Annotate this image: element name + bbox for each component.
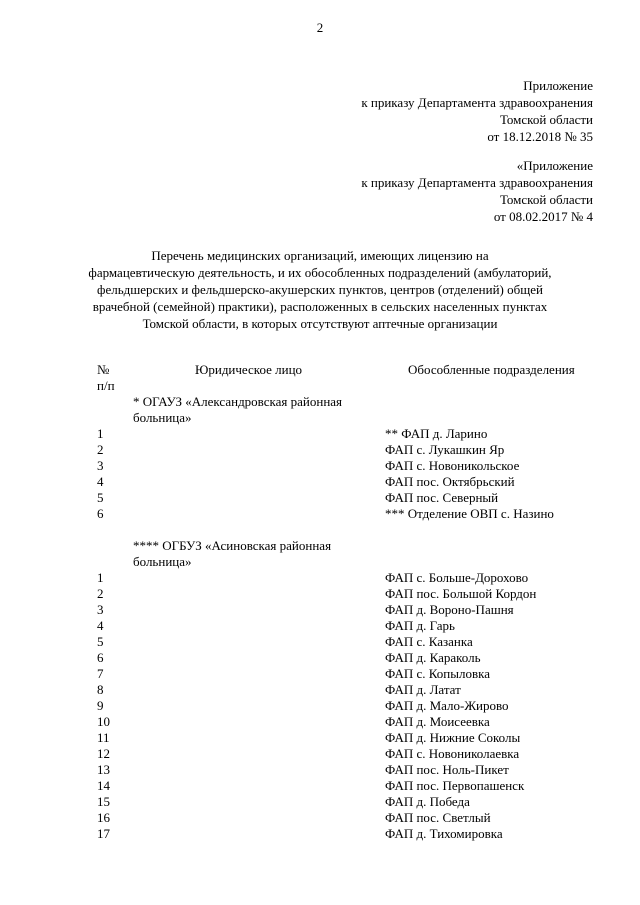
title-line4: врачебной (семейной) практики), расположенных в сельских населенных пунктах	[92, 299, 548, 314]
org-name-line1: **** ОГБУЗ «Асиновская районная	[133, 538, 332, 553]
subdivision-name: ФАП д. Караколь	[385, 650, 481, 665]
row-number: 10	[97, 714, 110, 729]
title-line2: фармацевтическую деятельность, и их обособленных подразделений (амбулаторий,	[88, 265, 552, 280]
subdivision-name: ФАП д. Мало-Жирово	[385, 698, 509, 713]
subdivision-name: ФАП с. Новониколаевка	[385, 746, 520, 761]
appendix1-line2: к приказу Департамента здравоохранения	[361, 95, 593, 110]
org-name-line2: больница»	[133, 410, 192, 425]
appendix2-line1: «Приложение	[516, 158, 593, 173]
row-number: 5	[97, 634, 104, 649]
subdivision-name: ФАП с. Новоникольское	[385, 458, 520, 473]
row-number: 5	[97, 490, 104, 505]
header-num: №	[97, 362, 110, 377]
row-number: 7	[97, 666, 104, 681]
subdivision-name: ФАП с. Копыловка	[385, 666, 490, 681]
row-number: 4	[97, 618, 104, 633]
header-num-pp: п/п	[97, 378, 115, 393]
subdivision-name: ФАП д. Вороно-Пашня	[385, 602, 514, 617]
row-number: 6	[97, 506, 104, 521]
appendix2-line4: от 08.02.2017 № 4	[493, 209, 593, 224]
row-number: 1	[97, 570, 104, 585]
header-subdivisions: Обособленные подразделения	[408, 362, 575, 377]
subdivision-name: ФАП пос. Октябрьский	[385, 474, 515, 489]
subdivision-name: *** Отделение ОВП с. Назино	[385, 506, 554, 521]
row-number: 11	[97, 730, 110, 745]
subdivision-name: ФАП пос. Большой Кордон	[385, 586, 537, 601]
row-number: 16	[97, 810, 110, 825]
page-number: 2	[316, 20, 324, 35]
row-number: 13	[97, 762, 110, 777]
row-number: 2	[97, 586, 104, 601]
org-name-line2: больница»	[133, 554, 192, 569]
subdivision-name: ФАП с. Лукашкин Яр	[385, 442, 505, 457]
row-number: 17	[97, 826, 110, 841]
subdivision-name: ФАП пос. Первопашенск	[385, 778, 525, 793]
appendix2-line3: Томской области	[499, 192, 593, 207]
appendix1-line3: Томской области	[499, 112, 593, 127]
subdivision-name: ФАП с. Больше-Дорохово	[385, 570, 529, 585]
row-number: 4	[97, 474, 104, 489]
row-number: 8	[97, 682, 104, 697]
subdivision-name: ФАП д. Победа	[385, 794, 470, 809]
row-number: 12	[97, 746, 110, 761]
subdivision-name: ФАП д. Тихомировка	[385, 826, 503, 841]
subdivision-name: ФАП д. Латат	[385, 682, 461, 697]
subdivision-name: ФАП пос. Ноль-Пикет	[385, 762, 509, 777]
subdivision-name: ФАП с. Казанка	[385, 634, 473, 649]
header-legal-entity: Юридическое лицо	[195, 362, 303, 377]
row-number: 15	[97, 794, 110, 809]
title-line3: фельдшерских и фельдшерско-акушерских пунктов, центров (отделений) общей	[97, 282, 543, 297]
subdivision-name: ** ФАП д. Ларино	[385, 426, 488, 441]
org-name-line1: * ОГАУЗ «Александровская районная	[133, 394, 343, 409]
row-number: 3	[97, 458, 104, 473]
subdivision-name: ФАП пос. Светлый	[385, 810, 491, 825]
subdivision-name: ФАП д. Нижние Соколы	[385, 730, 521, 745]
row-number: 3	[97, 602, 104, 617]
row-number: 14	[97, 778, 110, 793]
title-line1: Перечень медицинских организаций, имеющих лицензию на	[151, 248, 489, 263]
appendix2-line2: к приказу Департамента здравоохранения	[361, 175, 593, 190]
row-number: 6	[97, 650, 104, 665]
row-number: 1	[97, 426, 104, 441]
row-number: 2	[97, 442, 104, 457]
subdivision-name: ФАП пос. Северный	[385, 490, 499, 505]
subdivision-name: ФАП д. Гарь	[385, 618, 455, 633]
appendix1-line1: Приложение	[523, 78, 593, 93]
title-line5: Томской области, в которых отсутствуют аптечные организации	[142, 316, 498, 331]
appendix1-line4: от 18.12.2018 № 35	[487, 129, 593, 144]
subdivision-name: ФАП д. Моисеевка	[385, 714, 490, 729]
row-number: 9	[97, 698, 104, 713]
